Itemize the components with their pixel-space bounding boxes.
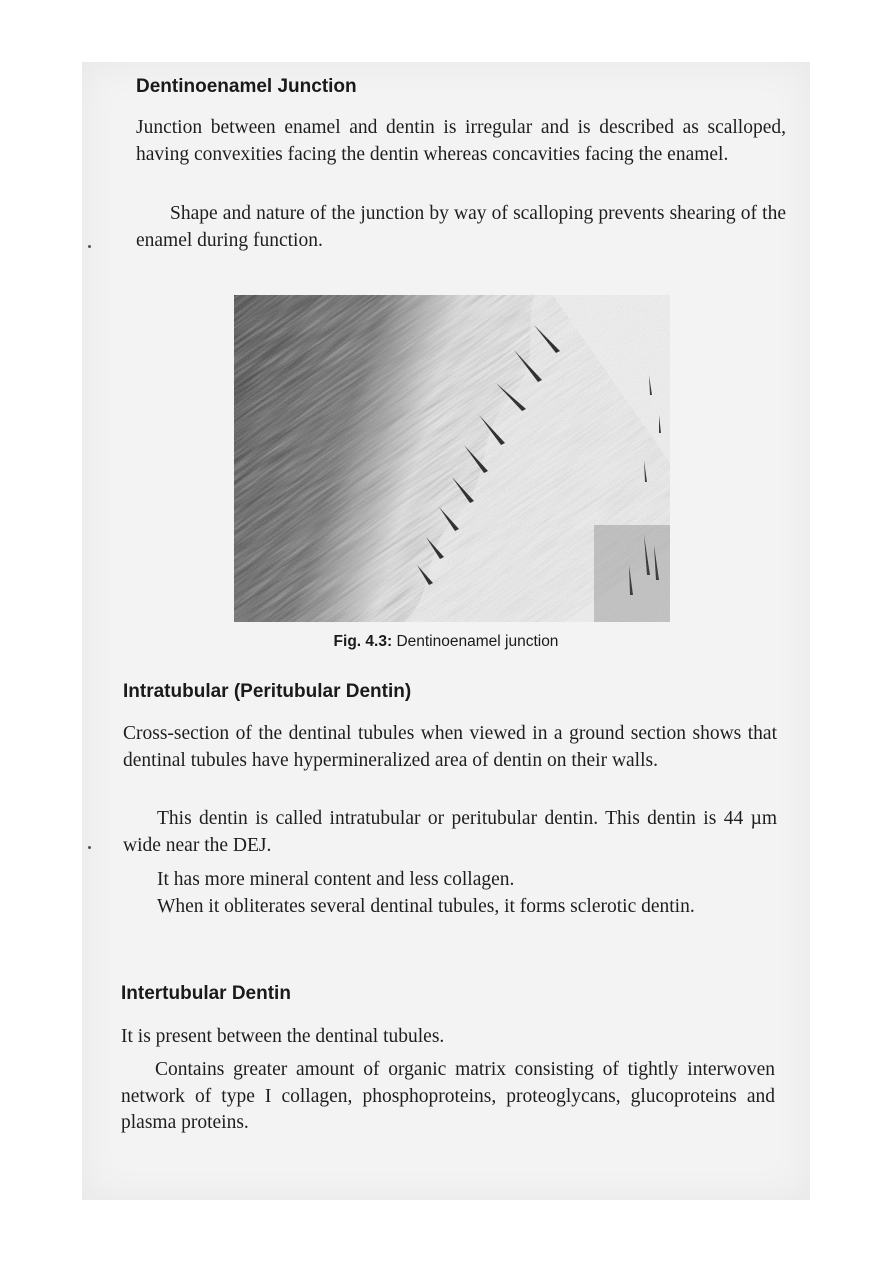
page-speck [88,846,91,849]
figure-caption-text: Dentinoenamel junction [396,633,559,650]
book-page [82,62,810,1200]
intratubular-paragraph-3: It has more mineral content and less collagen. [157,869,515,890]
micrograph-image [234,295,670,622]
intratubular-paragraph-1: Cross-section of the dentinal tubules when viewed in a ground section shows that dentinal tubules have hypermineralized area of dentin on their walls. [123,723,777,771]
section-heading-dentinoenamel-junction: Dentinoenamel Junction [136,76,357,97]
figure-caption [82,633,810,651]
page-speck [88,245,91,248]
dej-micrograph [234,295,670,622]
section-heading-intertubular: Intertubular Dentin [121,983,291,1004]
intratubular-paragraph-4: When it obliterates several dentinal tubules, it forms sclerotic dentin. [157,896,695,917]
section-heading-intratubular: Intratubular (Peritubular Dentin) [123,681,412,702]
page-content [82,62,810,1200]
intratubular-paragraph-2: This dentin is called intratubular or peritubular dentin. This dentin is 44 µm wide near the DEJ. [123,808,777,856]
figure-label: Fig. 4.3: [333,633,393,650]
intertubular-paragraph-1: It is present between the dentinal tubules. [121,1026,445,1047]
dej-paragraph-2: Shape and nature of the junction by way of scalloping prevents shearing of the enamel during function. [136,203,786,251]
dej-paragraph-1: Junction between enamel and dentin is irregular and is described as scalloped, having convexities facing the dentin whereas concavities facing the enamel. [136,117,786,165]
intertubular-paragraph-2: Contains greater amount of organic matrix consisting of tightly interwoven network of type I collagen, phosphoproteins, proteoglycans, glucoproteins and plasma proteins. [121,1059,775,1133]
